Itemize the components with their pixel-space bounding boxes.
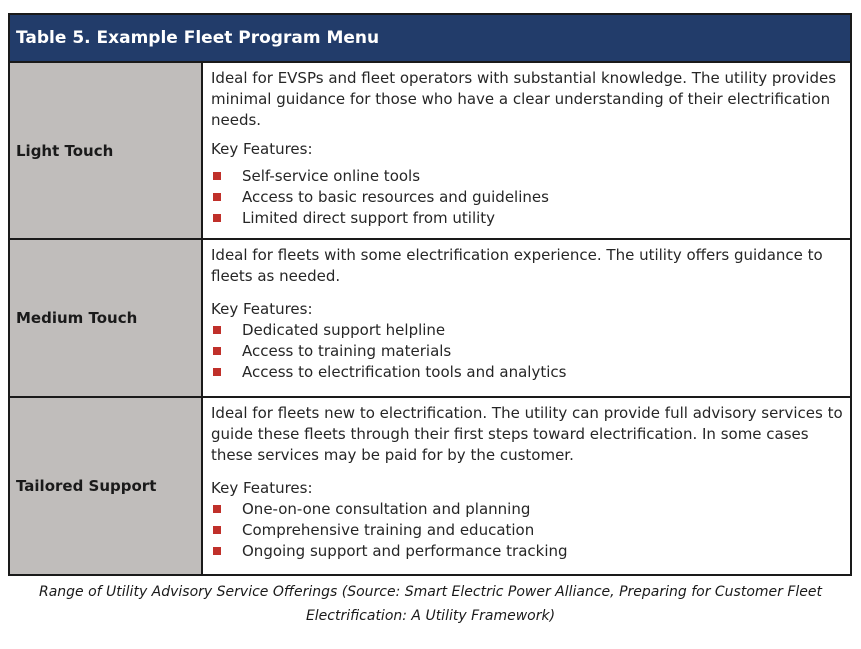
feature-text: Dedicated support helpline [242, 321, 446, 339]
figure-caption [0, 580, 861, 628]
row-label-text: Light Touch [16, 141, 114, 160]
feature-item [211, 341, 844, 362]
table-row-light-touch [10, 63, 850, 240]
key-features-label: Key Features: [211, 479, 313, 497]
row-label-text: Tailored Support [16, 477, 157, 495]
caption-line-2: Electrification: A Utility Framework) [305, 608, 556, 624]
row-body-tailored-support [203, 398, 850, 574]
feature-text: Comprehensive training and education [242, 521, 535, 539]
table-row-tailored-support [10, 398, 850, 574]
feature-item [211, 187, 844, 208]
row-label-medium-touch [10, 240, 203, 396]
square-bullet-icon [213, 326, 221, 334]
feature-text: One-on-one consultation and planning [242, 500, 531, 518]
key-features-label: Key Features: [211, 140, 313, 158]
feature-text: Access to basic resources and guidelines [242, 188, 549, 206]
feature-list [211, 499, 844, 562]
feature-text: Ongoing support and performance tracking [242, 542, 568, 560]
square-bullet-icon [213, 368, 221, 376]
square-bullet-icon [213, 547, 221, 555]
square-bullet-icon [213, 214, 221, 222]
key-features-label: Key Features: [211, 300, 313, 318]
feature-text: Limited direct support from utility [242, 209, 496, 227]
feature-item [211, 362, 844, 383]
feature-item [211, 520, 844, 541]
caption-line-1: Range of Utility Advisory Service Offerings (Source: Smart Electric Power Alliance, Preparing for Customer Fleet [38, 584, 823, 600]
feature-item [211, 541, 844, 562]
square-bullet-icon [213, 172, 221, 180]
feature-list [211, 166, 844, 229]
row-label-light-touch [10, 63, 203, 238]
square-bullet-icon [213, 193, 221, 201]
feature-item [211, 208, 844, 229]
feature-list [211, 320, 844, 383]
row-description: Ideal for fleets new to electrification. The utility can provide full advisory services to guide these fleets through their first steps toward electrification. In some cases these services may be paid for by the customer. [211, 404, 843, 464]
table-row-medium-touch [10, 240, 850, 398]
feature-text: Access to electrification tools and analytics [242, 363, 567, 381]
feature-text: Self-service online tools [242, 167, 421, 185]
feature-text: Access to training materials [242, 342, 452, 360]
row-body-medium-touch [203, 240, 850, 396]
row-label-text: Medium Touch [16, 309, 138, 327]
feature-item [211, 320, 844, 341]
row-body-light-touch [203, 63, 850, 238]
row-label-tailored-support [10, 398, 203, 574]
row-description: Ideal for fleets with some electrification experience. The utility offers guidance to fleets as needed. [211, 246, 823, 285]
feature-item [211, 499, 844, 520]
fleet-program-table [8, 13, 852, 576]
square-bullet-icon [213, 505, 221, 513]
square-bullet-icon [213, 347, 221, 355]
row-description: Ideal for EVSPs and fleet operators with substantial knowledge. The utility provides minimal guidance for those who have a clear understanding of their electrification needs. [211, 69, 837, 129]
table-title: Table 5. Example Fleet Program Menu [10, 15, 850, 63]
square-bullet-icon [213, 526, 221, 534]
feature-item [211, 166, 844, 187]
